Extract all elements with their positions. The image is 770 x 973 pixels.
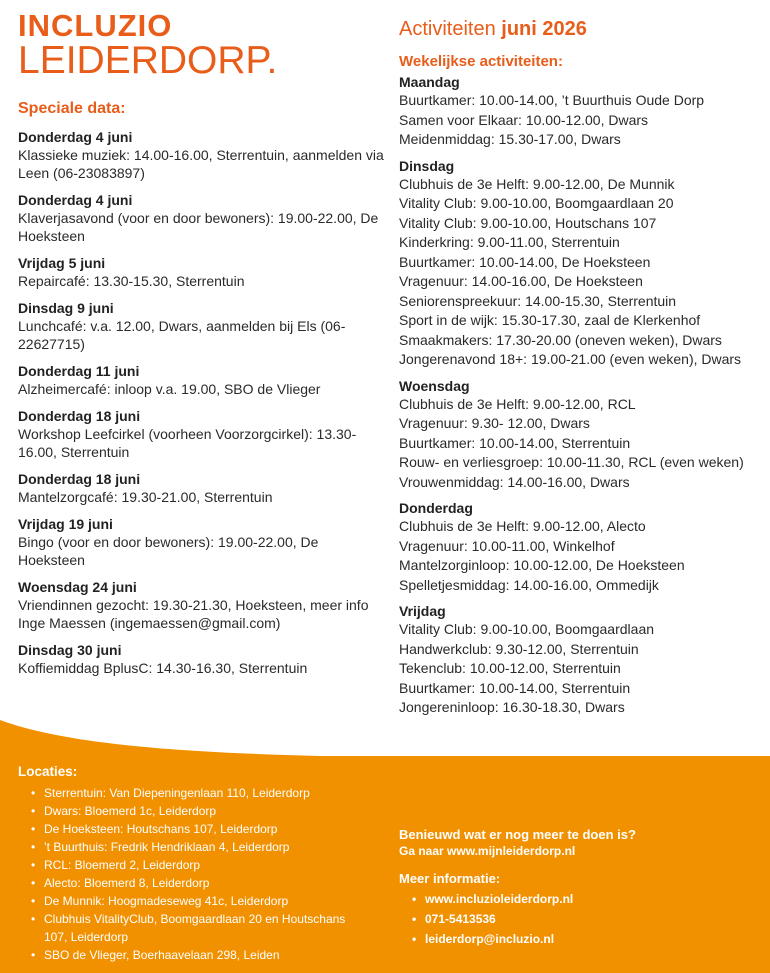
day-name: Donderdag: [399, 500, 473, 516]
event-description: Klassieke muziek: 14.00-16.00, Sterrentuin, aanmelden via Leen (06-23083897): [18, 147, 384, 181]
event-description: Klaverjasavond (voor en door bewoners): 19.00-22.00, De Hoeksteen: [18, 210, 379, 244]
activity-item: Meidenmiddag: 15.30-17.00, Dwars: [399, 131, 621, 147]
more-info-section: [399, 826, 749, 949]
activity-item: Sport in de wijk: 15.30-17.30, zaal de Klerkenhof: [399, 312, 701, 328]
activity-item: Handwerkclub: 9.30-12.00, Sterrentuin: [399, 640, 639, 657]
location-item: • SBO de Vlieger, Boerhaavelaan 298, Leiden: [44, 946, 368, 964]
info-title: Meer informatie:: [399, 871, 501, 886]
event-description: Workshop Leefcirkel (voorheen Voorzorgcirkel): 13.30-16.00, Sterrentuin: [18, 426, 357, 460]
event-description: Repaircafé: 13.30-15.30, Sterrentuin: [18, 273, 245, 289]
activity-item: Buurtkamer: 10.00-14.00, De Hoeksteen: [399, 253, 651, 270]
locations-section: [18, 764, 368, 964]
event-description: Lunchcafé: v.a. 12.00, Dwars, aanmelden bij Els (06-22627715): [18, 318, 346, 352]
event-date: Donderdag 4 juni: [18, 129, 133, 145]
event-item: [18, 470, 388, 506]
event-item: [18, 578, 388, 632]
events-list: [18, 128, 388, 677]
incluzio-logo: [18, 10, 277, 81]
location-item: • Dwars: Bloemerd 1c, Leiderdorp: [44, 802, 368, 820]
event-item: [18, 299, 388, 353]
page-title: Activiteiten juni 2026: [399, 18, 587, 40]
locations-title: Locaties:: [18, 764, 78, 779]
event-date: Dinsdag 9 juni: [18, 300, 114, 316]
activity-item: Clubhuis de 3e Helft: 9.00-12.00, Alecto: [399, 518, 646, 534]
weekly-title: Wekelijkse activiteiten:: [399, 53, 563, 70]
event-description: Vriendinnen gezocht: 19.30-21.30, Hoeksteen, meer info Inge Maessen (ingemaessen@gmail.com): [18, 597, 369, 631]
event-item: [18, 254, 388, 290]
days-list: [399, 73, 764, 718]
day-name: Woensdag: [399, 377, 470, 394]
day-name: Maandag: [399, 74, 460, 90]
event-description: Bingo (voor en door bewoners): 19.00-22.00, De Hoeksteen: [18, 534, 319, 568]
activity-item: Vitality Club: 9.00-10.00, Houtschans 107: [399, 214, 657, 231]
activity-item: Buurtkamer: 10.00-14.00, ’t Buurthuis Oude Dorp: [399, 92, 705, 108]
day-block: [399, 499, 764, 595]
activity-item: Buurtkamer: 10.00-14.00, Sterrentuin: [399, 679, 631, 696]
event-item: [18, 641, 388, 677]
event-date: Dinsdag 30 juni: [18, 642, 122, 658]
activity-item: Tekenclub: 10.00-12.00, Sterrentuin: [399, 660, 621, 676]
more-goto-link[interactable]: Ga naar www.mijnleiderdorp.nl: [399, 844, 576, 858]
weekly-activities-section: [399, 18, 764, 725]
locations-list: [18, 784, 368, 964]
day-name: Vrijdag: [399, 603, 446, 619]
activity-item: Vitality Club: 9.00-10.00, Boomgaardlaan 20: [399, 195, 674, 211]
special-dates-title: Speciale data:: [18, 100, 126, 117]
location-item: • Sterrentuin: Van Diepeningenlaan 110, Leiderdorp: [44, 784, 368, 802]
info-item[interactable]: • 071-5413536: [425, 909, 749, 929]
event-date: Donderdag 18 juni: [18, 408, 141, 424]
event-description: Koffiemiddag BplusC: 14.30-16.30, Sterrentuin: [18, 660, 308, 676]
location-item: • De Munnik: Hoogmadeseweg 41c, Leiderdorp: [44, 892, 368, 910]
activity-item: Spelletjesmiddag: 14.00-16.00, Ommedijk: [399, 576, 659, 593]
event-item: [18, 191, 388, 245]
day-name: Dinsdag: [399, 157, 455, 174]
event-item: [18, 407, 388, 461]
activity-item: Clubhuis de 3e Helft: 9.00-12.00, De Munnik: [399, 175, 675, 192]
event-date: Woensdag 24 juni: [18, 579, 137, 595]
activity-item: Smaakmakers: 17.30-20.00 (oneven weken), Dwars: [399, 331, 722, 348]
activity-item: Kinderkring: 9.00-11.00, Sterrentuin: [399, 234, 620, 250]
activity-item: Rouw- en verliesgroep: 10.00-11.30, RCL (even weken): [399, 454, 744, 470]
activity-item: Clubhuis de 3e Helft: 9.00-12.00, RCL: [399, 395, 636, 412]
activity-item: Buurtkamer: 10.00-14.00, Sterrentuin: [399, 434, 631, 451]
more-question: Benieuwd wat er nog meer te doen is?: [399, 827, 636, 842]
activity-item: Jongerenavond 18+: 19.00-21.00 (even weken), Dwars: [399, 351, 742, 367]
activity-item: Vrouwenmiddag: 14.00-16.00, Dwars: [399, 473, 630, 490]
location-item: • De Hoeksteen: Houtschans 107, Leiderdorp: [44, 820, 368, 838]
special-dates-section: [18, 100, 388, 686]
event-date: Donderdag 4 juni: [18, 192, 133, 208]
location-item: • ’t Buurthuis: Fredrik Hendriklaan 4, Leiderdorp: [44, 838, 368, 856]
event-date: Donderdag 18 juni: [18, 471, 141, 487]
event-date: Vrijdag 5 juni: [18, 255, 106, 271]
event-item: [18, 515, 388, 569]
activity-item: Vragenuur: 14.00-16.00, De Hoeksteen: [399, 273, 643, 289]
activity-item: Vragenuur: 10.00-11.00, Winkelhof: [399, 537, 615, 554]
activity-item: Vitality Club: 9.00-10.00, Boomgaardlaan: [399, 621, 655, 637]
location-item: • Clubhuis VitalityClub, Boomgaardlaan 20 en Houtschans 107, Leiderdorp: [44, 910, 368, 946]
day-block: [399, 157, 764, 370]
location-item: • Alecto: Bloemerd 8, Leiderdorp: [44, 874, 368, 892]
event-date: Vrijdag 19 juni: [18, 516, 113, 532]
info-item[interactable]: • www.incluzioleiderdorp.nl: [425, 889, 749, 909]
day-block: [399, 602, 764, 718]
info-item[interactable]: • leiderdorp@incluzio.nl: [425, 929, 749, 949]
logo-bottom-text: LEIDERDORP.: [18, 39, 278, 82]
day-block: [399, 377, 764, 493]
info-list: [399, 889, 749, 949]
activity-item: Mantelzorginloop: 10.00-12.00, De Hoeksteen: [399, 557, 685, 573]
activity-item: Vragenuur: 9.30- 12.00, Dwars: [399, 415, 590, 431]
activity-item: Seniorenspreekuur: 14.00-15.30, Sterrentuin: [399, 292, 677, 309]
activity-item: Samen voor Elkaar: 10.00-12.00, Dwars: [399, 111, 649, 128]
location-item: • RCL: Bloemerd 2, Leiderdorp: [44, 856, 368, 874]
event-item: [18, 362, 388, 398]
event-description: Mantelzorgcafé: 19.30-21.00, Sterrentuin: [18, 489, 273, 505]
event-date: Donderdag 11 juni: [18, 363, 140, 379]
event-description: Alzheimercafé: inloop v.a. 19.00, SBO de Vlieger: [18, 381, 321, 397]
day-block: [399, 73, 764, 150]
activity-item: Jongereninloop: 16.30-18.30, Dwars: [399, 699, 625, 715]
event-item: [18, 128, 388, 182]
logo-top-text: INCLUZIO: [18, 8, 173, 43]
